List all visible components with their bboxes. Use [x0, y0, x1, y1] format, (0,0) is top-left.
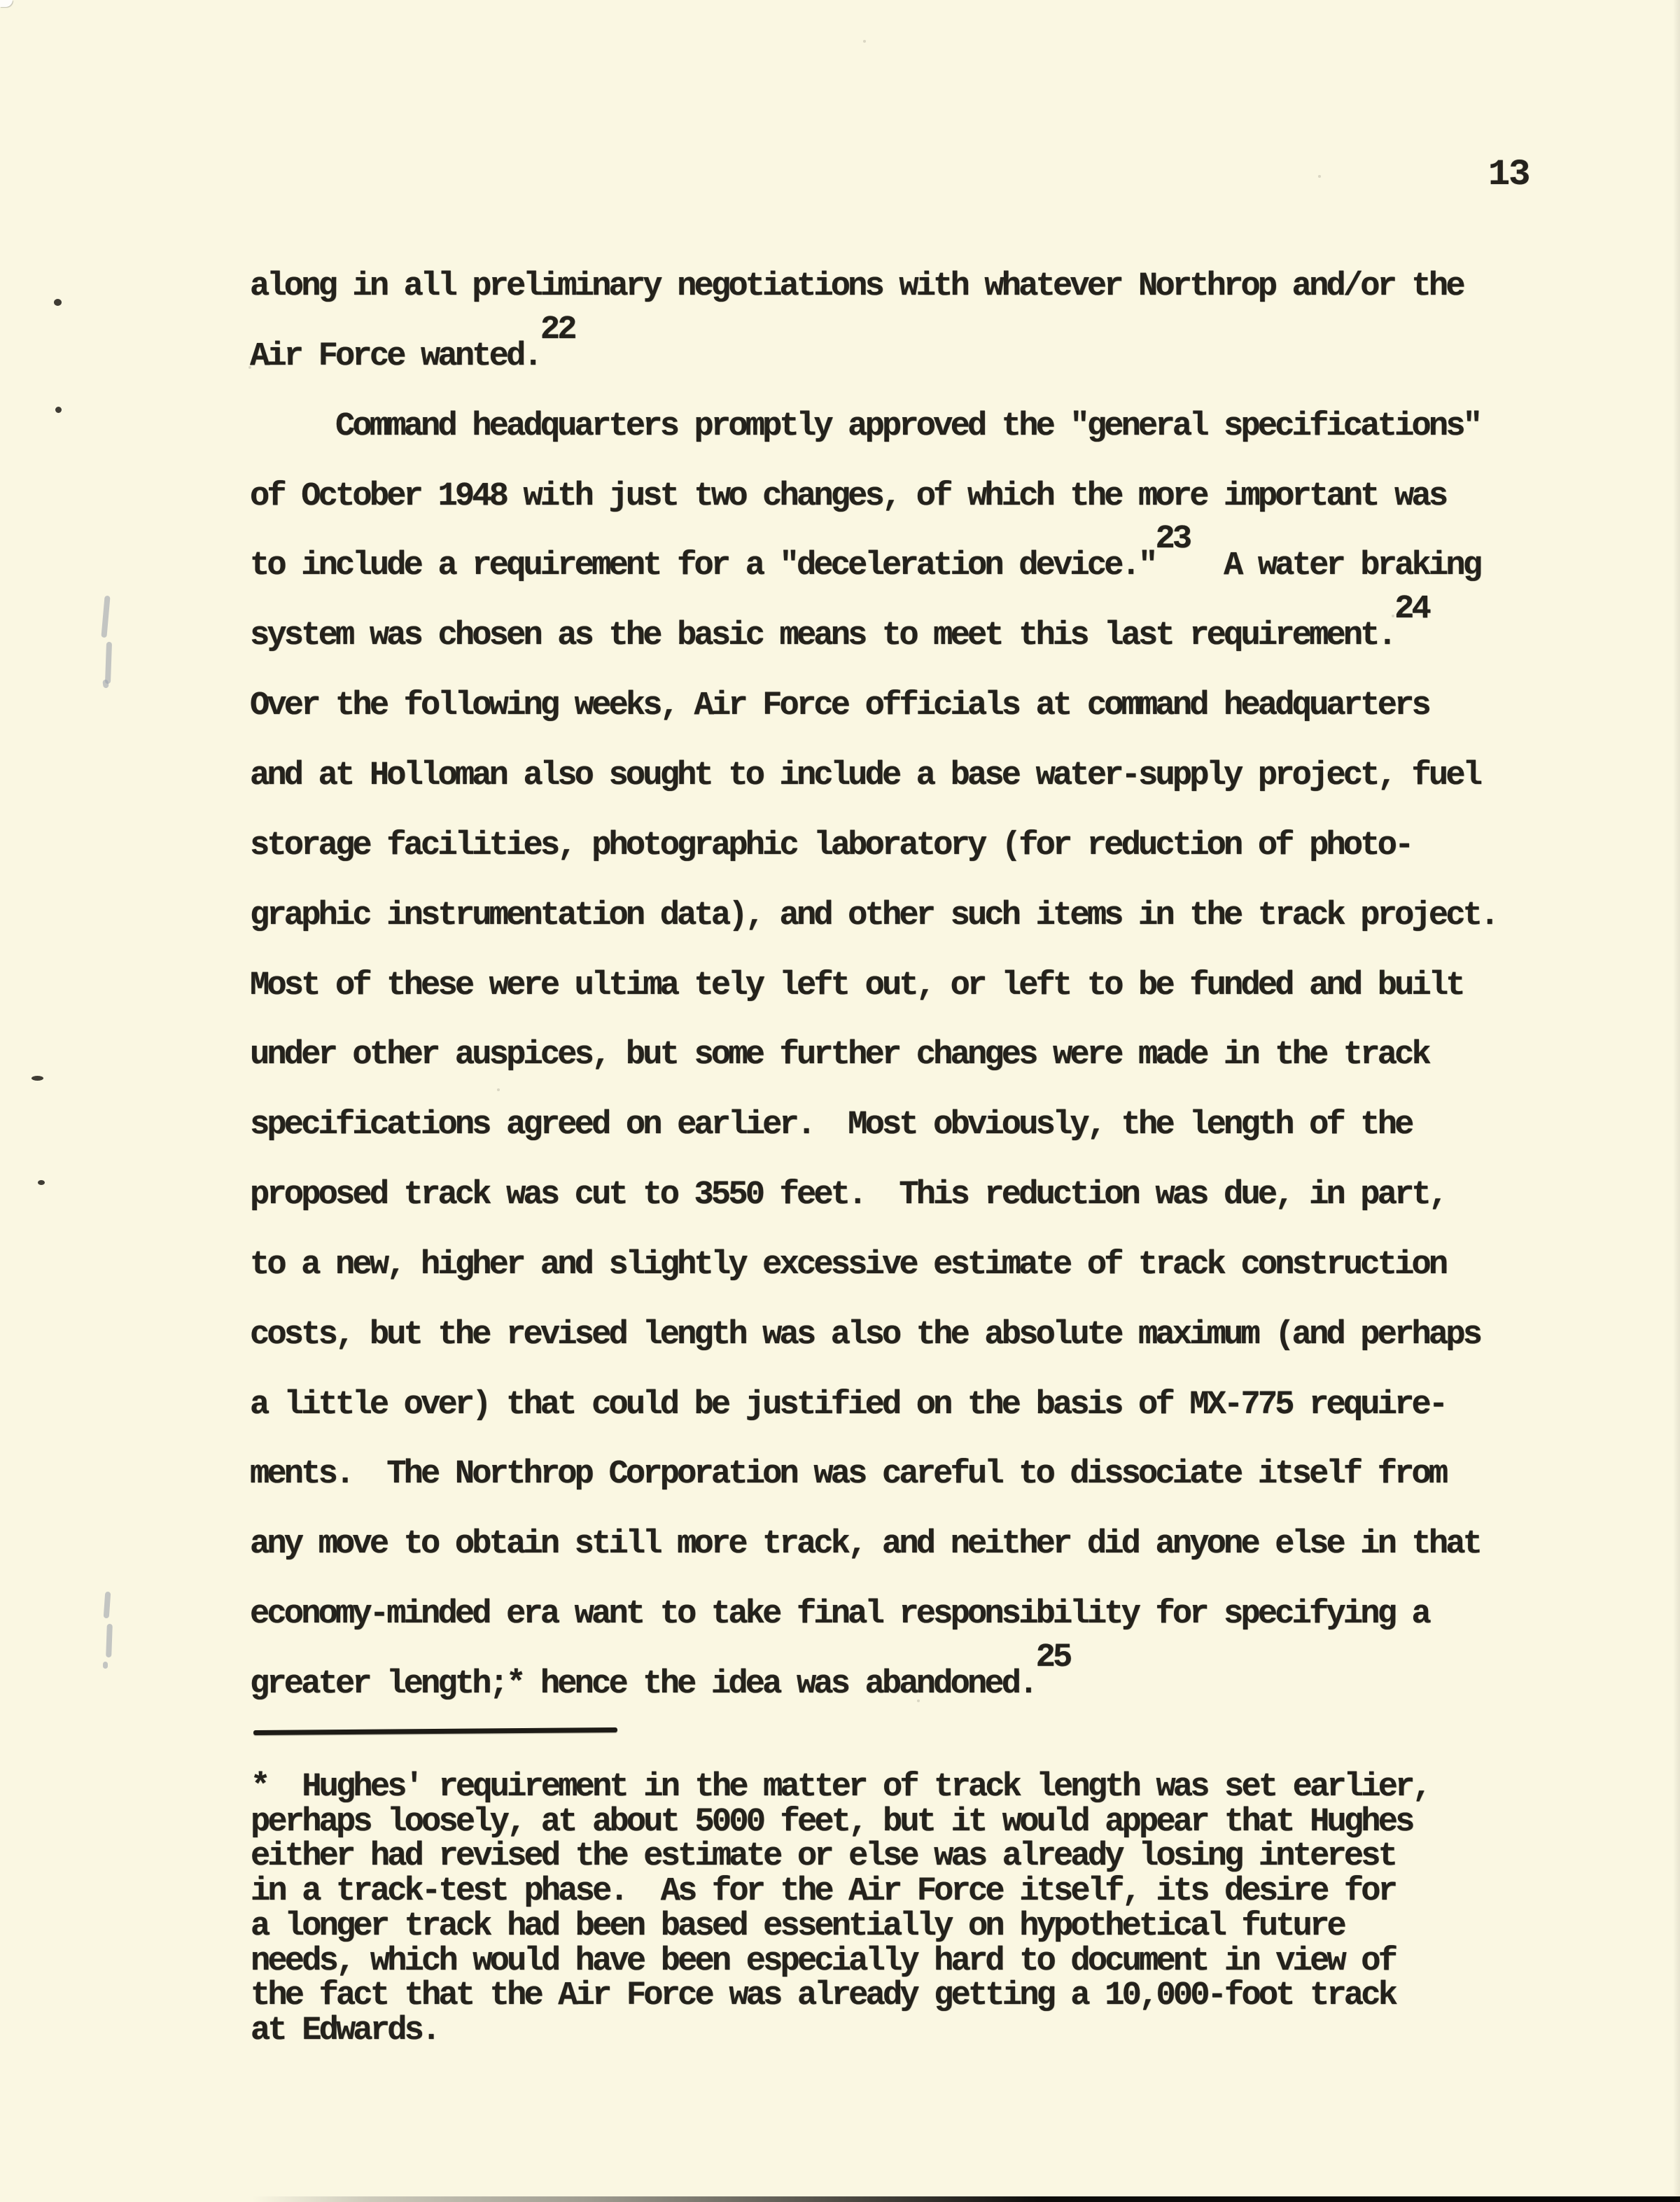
- ink-speck: [1392, 615, 1394, 617]
- pencil-mark: [105, 642, 112, 684]
- text-segment: the fact that the Air Force was already getting a 10,000-foot track: [251, 1977, 1396, 2015]
- ink-speck: [38, 1180, 45, 1185]
- text-segment: Over the following weeks, Air Force officials at command headquarters: [250, 687, 1429, 725]
- ink-speck: [248, 366, 251, 369]
- footnote-line: [251, 1771, 1429, 1804]
- body-line: [250, 407, 1480, 445]
- footnote-line: [251, 1803, 1413, 1841]
- body-line: [250, 1179, 1446, 1212]
- text-segment: of October 1948 with just two changes, of which the more important was: [250, 477, 1446, 515]
- text-segment: in a track-test phase. As for the Air Force itself, its desire for: [251, 1873, 1396, 1911]
- text-segment: A water braking: [1189, 547, 1480, 585]
- text-segment: system was chosen as the basic means to meet this last requirement.: [250, 617, 1395, 655]
- body-line: [250, 1526, 1480, 1564]
- text-segment: ments. The Northrop Corporation was careful to dissociate itself from: [250, 1456, 1446, 1494]
- text-segment: at Edwards.: [251, 2012, 439, 2049]
- footnote-line: [251, 2014, 438, 2047]
- footnote-line: [251, 1838, 1396, 1876]
- body-line: [250, 1039, 1429, 1072]
- text-segment: costs, but the revised length was also the absolute maximum (and perhaps: [250, 1316, 1480, 1354]
- body-line: [250, 1456, 1446, 1494]
- ink-speck: [863, 40, 866, 43]
- text-segment: along in all preliminary negotiations with whatever Northrop and/or the: [250, 268, 1463, 305]
- ink-speck: [1318, 175, 1321, 178]
- body-line: [250, 1316, 1480, 1354]
- footnote-reference: 22: [540, 311, 575, 349]
- text-segment: any move to obtain still more track, and neither did anyone else in that: [250, 1526, 1480, 1564]
- text-segment: either had revised the estimate or else was already losing interest: [251, 1838, 1396, 1876]
- text-segment: graphic instrumentation data), and other such items in the track project.: [250, 897, 1497, 934]
- body-line: [250, 477, 1446, 515]
- pencil-mark: [104, 1592, 111, 1618]
- footnote-reference: 23: [1155, 521, 1190, 559]
- body-line: [250, 591, 1429, 655]
- text-segment: to a new, higher and slightly excessive estimate of track construction: [250, 1246, 1446, 1284]
- text-segment: needs, which would have been especially hard to document in view of: [251, 1942, 1396, 1980]
- body-line: [250, 1596, 1429, 1634]
- pencil-mark: [101, 596, 110, 638]
- text-segment: to include a requirement for a "deceleration device.": [250, 547, 1156, 585]
- body-line: [250, 1246, 1446, 1284]
- scan-edge-artifact: [0, 2196, 1680, 2202]
- pencil-mark: [102, 680, 109, 689]
- body-line: [250, 829, 1412, 862]
- footnote-line: [251, 1942, 1396, 1980]
- body-line: [250, 1639, 1070, 1703]
- body-line: [250, 521, 1480, 585]
- body-line: [250, 1386, 1446, 1424]
- ink-speck: [54, 299, 62, 306]
- footnote-reference: 24: [1394, 591, 1429, 629]
- text-segment: Air Force wanted.: [250, 337, 540, 375]
- body-line: [250, 311, 575, 375]
- scan-corner-notch: [0, 0, 13, 7]
- body-line: [250, 969, 1463, 1002]
- footnote-separator: [253, 1727, 617, 1735]
- body-line: [250, 270, 1463, 303]
- footnote-reference: 25: [1035, 1639, 1070, 1676]
- text-segment: storage facilities, photographic laboratory (for reduction of photo-: [250, 827, 1412, 864]
- text-segment: Most of these were ultima tely left out, or left to be funded and built: [250, 967, 1463, 1004]
- page-number: 13: [1488, 154, 1530, 195]
- text-segment: a little over) that could be justified on the basis of MX-775 require-: [250, 1386, 1446, 1424]
- text-segment: specifications agreed on earlier. Most obviously, the length of the: [250, 1107, 1412, 1144]
- body-line: [250, 687, 1429, 725]
- pencil-mark: [106, 1624, 113, 1657]
- text-segment: a longer track had been based essentially on hypothetical future: [251, 1907, 1344, 1945]
- body-line: [250, 899, 1497, 932]
- pencil-mark: [103, 1662, 108, 1669]
- text-segment: greater length;* hence the idea was abandoned.: [250, 1666, 1036, 1703]
- text-segment: perhaps loosely, at about 5000 feet, but it would appear that Hughes: [251, 1803, 1413, 1841]
- footnote-line: [251, 1907, 1344, 1945]
- body-line: [250, 1109, 1412, 1142]
- text-segment: under other auspices, but some further changes were made in the track: [250, 1037, 1429, 1074]
- text-segment: economy-minded era want to take final responsibility for specifying a: [250, 1596, 1429, 1634]
- text-segment: and at Holloman also sought to include a base water-supply project, fuel: [250, 757, 1480, 794]
- body-line: [250, 759, 1480, 792]
- text-segment: Command headquarters promptly approved the "general specifications": [250, 407, 1480, 445]
- footnote-line: [251, 1977, 1396, 2015]
- ink-speck: [917, 1699, 920, 1702]
- text-segment: * Hughes' requirement in the matter of track length was set earlier,: [251, 1769, 1429, 1806]
- ink-speck: [55, 407, 62, 413]
- text-segment: proposed track was cut to 3550 feet. This reduction was due, in part,: [250, 1177, 1446, 1214]
- ink-speck: [497, 1088, 500, 1091]
- ink-speck: [31, 1076, 43, 1081]
- footnote-line: [251, 1873, 1396, 1911]
